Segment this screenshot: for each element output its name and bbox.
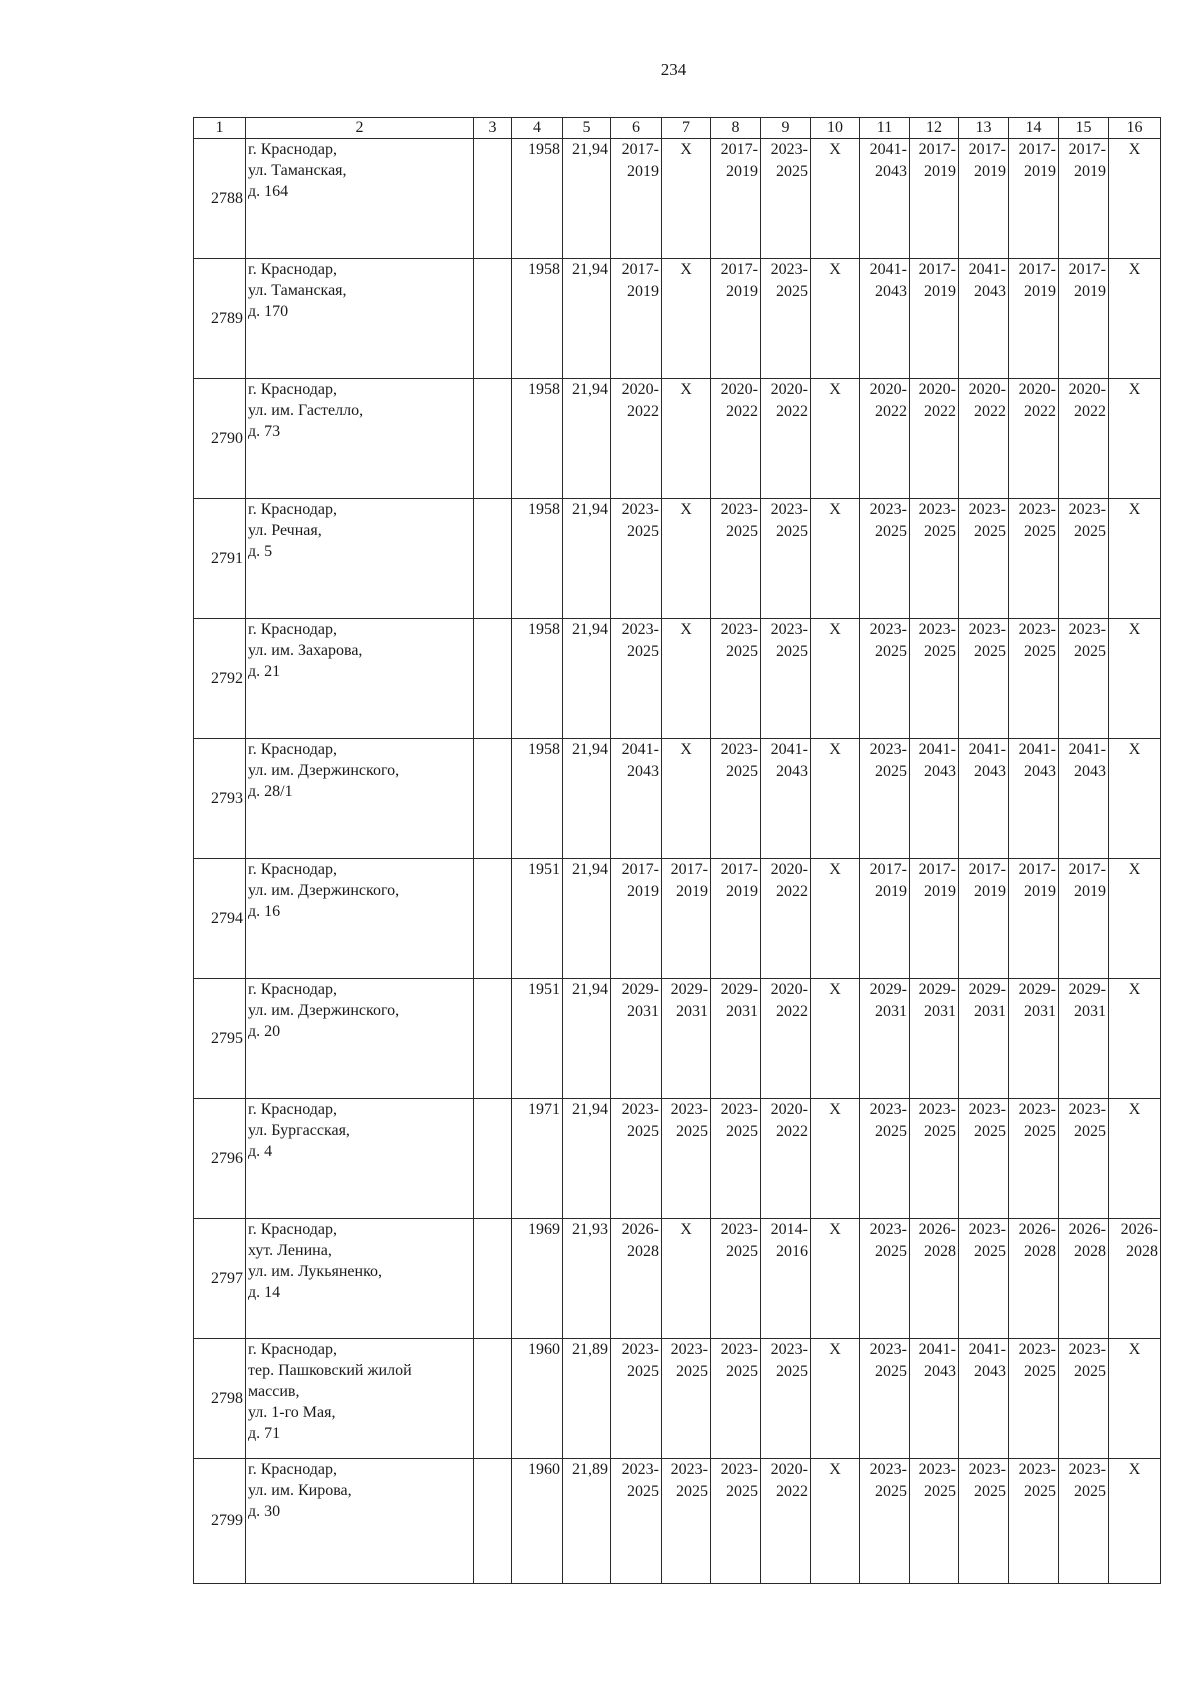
column-13-cell: 2023- 2025	[959, 1219, 1009, 1339]
column-6-cell: 2017- 2019	[611, 859, 662, 979]
column-7-cell: X	[662, 739, 711, 859]
row-number: 2798	[194, 1339, 246, 1459]
column-6-cell: 2023- 2025	[611, 499, 662, 619]
column-6-cell: 2023- 2025	[611, 1339, 662, 1459]
year-cell: 1971	[512, 1099, 563, 1219]
value-cell: 21,94	[563, 979, 611, 1099]
column-6-cell: 2026- 2028	[611, 1219, 662, 1339]
column-10-cell: X	[811, 1219, 860, 1339]
column-7-cell: 2017- 2019	[662, 859, 711, 979]
table-row	[194, 1099, 1161, 1219]
column-10-cell: X	[811, 619, 860, 739]
column-8-cell: 2023- 2025	[711, 1219, 761, 1339]
column-7-cell: X	[662, 139, 711, 259]
column-13-cell: 2023- 2025	[959, 619, 1009, 739]
column-16-cell: 2026- 2028	[1109, 1219, 1161, 1339]
table-row	[194, 1339, 1161, 1459]
year-cell: 1969	[512, 1219, 563, 1339]
column-6-cell: 2017- 2019	[611, 259, 662, 379]
column-3-cell	[474, 259, 512, 379]
column-14-cell: 2023- 2025	[1009, 499, 1059, 619]
column-3-cell	[474, 619, 512, 739]
column-9-cell: 2041- 2043	[761, 739, 811, 859]
table-row	[194, 259, 1161, 379]
year-cell: 1958	[512, 499, 563, 619]
column-8-cell: 2017- 2019	[711, 139, 761, 259]
row-number: 2796	[194, 1099, 246, 1219]
column-15-cell: 2017- 2019	[1059, 139, 1109, 259]
column-7-cell: 2023- 2025	[662, 1099, 711, 1219]
year-cell: 1960	[512, 1339, 563, 1459]
column-10-cell: X	[811, 499, 860, 619]
column-16-cell: X	[1109, 1099, 1161, 1219]
column-13-cell: 2041- 2043	[959, 739, 1009, 859]
column-15-cell: 2041- 2043	[1059, 739, 1109, 859]
column-7-cell: X	[662, 259, 711, 379]
address-cell: г. Краснодар, ул. Таманская, д. 164	[246, 139, 474, 259]
row-number: 2789	[194, 259, 246, 379]
value-cell: 21,89	[563, 1339, 611, 1459]
column-12-cell: 2017- 2019	[910, 859, 959, 979]
row-number: 2790	[194, 379, 246, 499]
column-14-cell: 2029- 2031	[1009, 979, 1059, 1099]
column-header: 11	[860, 118, 910, 139]
table-row	[194, 499, 1161, 619]
column-6-cell: 2023- 2025	[611, 1099, 662, 1219]
column-7-cell: X	[662, 379, 711, 499]
address-cell: г. Краснодар, ул. им. Дзержинского, д. 16	[246, 859, 474, 979]
column-16-cell: X	[1109, 979, 1161, 1099]
column-9-cell: 2020- 2022	[761, 859, 811, 979]
year-cell: 1960	[512, 1459, 563, 1584]
column-12-cell: 2023- 2025	[910, 619, 959, 739]
table-row	[194, 619, 1161, 739]
column-15-cell: 2023- 2025	[1059, 1099, 1109, 1219]
column-11-cell: 2023- 2025	[860, 1099, 910, 1219]
column-13-cell: 2023- 2025	[959, 1459, 1009, 1584]
column-3-cell	[474, 1099, 512, 1219]
row-number: 2791	[194, 499, 246, 619]
column-header: 7	[662, 118, 711, 139]
column-12-cell: 2017- 2019	[910, 259, 959, 379]
column-3-cell	[474, 1339, 512, 1459]
row-number: 2793	[194, 739, 246, 859]
column-9-cell: 2020- 2022	[761, 1099, 811, 1219]
table-row	[194, 979, 1161, 1099]
column-15-cell: 2023- 2025	[1059, 1339, 1109, 1459]
value-cell: 21,94	[563, 499, 611, 619]
address-cell: г. Краснодар, ул. им. Кирова, д. 30	[246, 1459, 474, 1584]
column-10-cell: X	[811, 1099, 860, 1219]
column-7-cell: X	[662, 499, 711, 619]
table-row	[194, 859, 1161, 979]
address-cell: г. Краснодар, ул. им. Дзержинского, д. 20	[246, 979, 474, 1099]
year-cell: 1951	[512, 859, 563, 979]
column-14-cell: 2026- 2028	[1009, 1219, 1059, 1339]
column-7-cell: 2023- 2025	[662, 1339, 711, 1459]
column-8-cell: 2023- 2025	[711, 1459, 761, 1584]
column-16-cell: X	[1109, 739, 1161, 859]
column-3-cell	[474, 499, 512, 619]
column-11-cell: 2023- 2025	[860, 1339, 910, 1459]
column-11-cell: 2029- 2031	[860, 979, 910, 1099]
column-16-cell: X	[1109, 1459, 1161, 1584]
column-14-cell: 2041- 2043	[1009, 739, 1059, 859]
value-cell: 21,94	[563, 139, 611, 259]
table-row	[194, 139, 1161, 259]
column-11-cell: 2041- 2043	[860, 139, 910, 259]
value-cell: 21,94	[563, 379, 611, 499]
column-8-cell: 2023- 2025	[711, 499, 761, 619]
column-13-cell: 2023- 2025	[959, 499, 1009, 619]
address-cell: г. Краснодар, ул. им. Захарова, д. 21	[246, 619, 474, 739]
column-16-cell: X	[1109, 139, 1161, 259]
column-14-cell: 2017- 2019	[1009, 139, 1059, 259]
table-row	[194, 1459, 1161, 1584]
address-cell: г. Краснодар, ул. Таманская, д. 170	[246, 259, 474, 379]
column-14-cell: 2020- 2022	[1009, 379, 1059, 499]
column-13-cell: 2023- 2025	[959, 1099, 1009, 1219]
column-8-cell: 2017- 2019	[711, 859, 761, 979]
column-14-cell: 2017- 2019	[1009, 859, 1059, 979]
column-12-cell: 2026- 2028	[910, 1219, 959, 1339]
column-3-cell	[474, 739, 512, 859]
column-15-cell: 2017- 2019	[1059, 859, 1109, 979]
column-7-cell: 2029- 2031	[662, 979, 711, 1099]
column-14-cell: 2023- 2025	[1009, 1099, 1059, 1219]
column-11-cell: 2020- 2022	[860, 379, 910, 499]
column-6-cell: 2020- 2022	[611, 379, 662, 499]
column-9-cell: 2020- 2022	[761, 1459, 811, 1584]
value-cell: 21,94	[563, 859, 611, 979]
column-13-cell: 2041- 2043	[959, 1339, 1009, 1459]
column-9-cell: 2023- 2025	[761, 499, 811, 619]
column-16-cell: X	[1109, 379, 1161, 499]
address-cell: г. Краснодар, ул. им. Гастелло, д. 73	[246, 379, 474, 499]
column-16-cell: X	[1109, 499, 1161, 619]
column-10-cell: X	[811, 379, 860, 499]
address-cell: г. Краснодар, ул. Речная, д. 5	[246, 499, 474, 619]
column-7-cell: X	[662, 619, 711, 739]
column-10-cell: X	[811, 1339, 860, 1459]
column-7-cell: X	[662, 1219, 711, 1339]
table-row	[194, 1219, 1161, 1339]
column-header: 15	[1059, 118, 1109, 139]
row-number: 2792	[194, 619, 246, 739]
row-number: 2794	[194, 859, 246, 979]
column-3-cell	[474, 139, 512, 259]
column-12-cell: 2029- 2031	[910, 979, 959, 1099]
row-number: 2797	[194, 1219, 246, 1339]
column-header: 8	[711, 118, 761, 139]
address-cell: г. Краснодар, ул. им. Дзержинского, д. 28/1	[246, 739, 474, 859]
year-cell: 1958	[512, 139, 563, 259]
column-13-cell: 2020- 2022	[959, 379, 1009, 499]
column-16-cell: X	[1109, 259, 1161, 379]
address-cell: г. Краснодар, хут. Ленина, ул. им. Лукьяненко, д. 14	[246, 1219, 474, 1339]
row-number: 2799	[194, 1459, 246, 1584]
row-number: 2795	[194, 979, 246, 1099]
column-8-cell: 2029- 2031	[711, 979, 761, 1099]
column-6-cell: 2017- 2019	[611, 139, 662, 259]
column-14-cell: 2023- 2025	[1009, 1459, 1059, 1584]
column-header: 16	[1109, 118, 1161, 139]
column-12-cell: 2023- 2025	[910, 1099, 959, 1219]
column-header: 2	[246, 118, 474, 139]
column-16-cell: X	[1109, 1339, 1161, 1459]
address-cell: г. Краснодар, тер. Пашковский жилой массив, ул. 1-го Мая, д. 71	[246, 1339, 474, 1459]
page-number: 234	[660, 60, 687, 79]
column-header: 12	[910, 118, 959, 139]
year-cell: 1951	[512, 979, 563, 1099]
column-8-cell: 2017- 2019	[711, 259, 761, 379]
value-cell: 21,94	[563, 739, 611, 859]
column-13-cell: 2029- 2031	[959, 979, 1009, 1099]
column-9-cell: 2020- 2022	[761, 979, 811, 1099]
column-15-cell: 2020- 2022	[1059, 379, 1109, 499]
column-13-cell: 2041- 2043	[959, 259, 1009, 379]
column-6-cell: 2023- 2025	[611, 1459, 662, 1584]
column-6-cell: 2041- 2043	[611, 739, 662, 859]
column-3-cell	[474, 859, 512, 979]
column-11-cell: 2017- 2019	[860, 859, 910, 979]
column-12-cell: 2017- 2019	[910, 139, 959, 259]
column-10-cell: X	[811, 739, 860, 859]
column-9-cell: 2023- 2025	[761, 619, 811, 739]
column-7-cell: 2023- 2025	[662, 1459, 711, 1584]
column-8-cell: 2023- 2025	[711, 1099, 761, 1219]
column-9-cell: 2023- 2025	[761, 1339, 811, 1459]
column-header: 14	[1009, 118, 1059, 139]
column-6-cell: 2029- 2031	[611, 979, 662, 1099]
column-12-cell: 2041- 2043	[910, 739, 959, 859]
column-header: 10	[811, 118, 860, 139]
column-8-cell: 2023- 2025	[711, 1339, 761, 1459]
table-row	[194, 379, 1161, 499]
column-15-cell: 2023- 2025	[1059, 1459, 1109, 1584]
column-8-cell: 2023- 2025	[711, 739, 761, 859]
column-11-cell: 2023- 2025	[860, 619, 910, 739]
column-13-cell: 2017- 2019	[959, 139, 1009, 259]
column-11-cell: 2023- 2025	[860, 499, 910, 619]
column-15-cell: 2017- 2019	[1059, 259, 1109, 379]
column-14-cell: 2023- 2025	[1009, 1339, 1059, 1459]
column-header: 5	[563, 118, 611, 139]
column-header: 13	[959, 118, 1009, 139]
column-6-cell: 2023- 2025	[611, 619, 662, 739]
column-15-cell: 2026- 2028	[1059, 1219, 1109, 1339]
year-cell: 1958	[512, 739, 563, 859]
column-11-cell: 2023- 2025	[860, 1459, 910, 1584]
column-9-cell: 2020- 2022	[761, 379, 811, 499]
column-9-cell: 2023- 2025	[761, 139, 811, 259]
year-cell: 1958	[512, 619, 563, 739]
year-cell: 1958	[512, 259, 563, 379]
column-15-cell: 2023- 2025	[1059, 619, 1109, 739]
row-number: 2788	[194, 139, 246, 259]
column-8-cell: 2020- 2022	[711, 379, 761, 499]
column-12-cell: 2020- 2022	[910, 379, 959, 499]
column-10-cell: X	[811, 259, 860, 379]
column-10-cell: X	[811, 979, 860, 1099]
header-row	[194, 118, 1161, 139]
value-cell: 21,93	[563, 1219, 611, 1339]
column-header: 1	[194, 118, 246, 139]
column-9-cell: 2023- 2025	[761, 259, 811, 379]
value-cell: 21,94	[563, 1099, 611, 1219]
value-cell: 21,94	[563, 259, 611, 379]
column-15-cell: 2029- 2031	[1059, 979, 1109, 1099]
column-3-cell	[474, 1219, 512, 1339]
column-12-cell: 2041- 2043	[910, 1339, 959, 1459]
column-12-cell: 2023- 2025	[910, 499, 959, 619]
column-header: 3	[474, 118, 512, 139]
column-15-cell: 2023- 2025	[1059, 499, 1109, 619]
column-11-cell: 2023- 2025	[860, 739, 910, 859]
column-header: 4	[512, 118, 563, 139]
column-16-cell: X	[1109, 619, 1161, 739]
column-3-cell	[474, 379, 512, 499]
column-3-cell	[474, 1459, 512, 1584]
column-16-cell: X	[1109, 859, 1161, 979]
column-14-cell: 2017- 2019	[1009, 259, 1059, 379]
address-cell: г. Краснодар, ул. Бургасская, д. 4	[246, 1099, 474, 1219]
column-10-cell: X	[811, 139, 860, 259]
column-header: 9	[761, 118, 811, 139]
column-11-cell: 2023- 2025	[860, 1219, 910, 1339]
column-12-cell: 2023- 2025	[910, 1459, 959, 1584]
column-header: 6	[611, 118, 662, 139]
column-13-cell: 2017- 2019	[959, 859, 1009, 979]
column-10-cell: X	[811, 1459, 860, 1584]
column-3-cell	[474, 979, 512, 1099]
year-cell: 1958	[512, 379, 563, 499]
table-row	[194, 739, 1161, 859]
data-table	[193, 117, 1161, 1584]
column-8-cell: 2023- 2025	[711, 619, 761, 739]
column-11-cell: 2041- 2043	[860, 259, 910, 379]
column-14-cell: 2023- 2025	[1009, 619, 1059, 739]
column-9-cell: 2014- 2016	[761, 1219, 811, 1339]
column-10-cell: X	[811, 859, 860, 979]
value-cell: 21,94	[563, 619, 611, 739]
value-cell: 21,89	[563, 1459, 611, 1584]
